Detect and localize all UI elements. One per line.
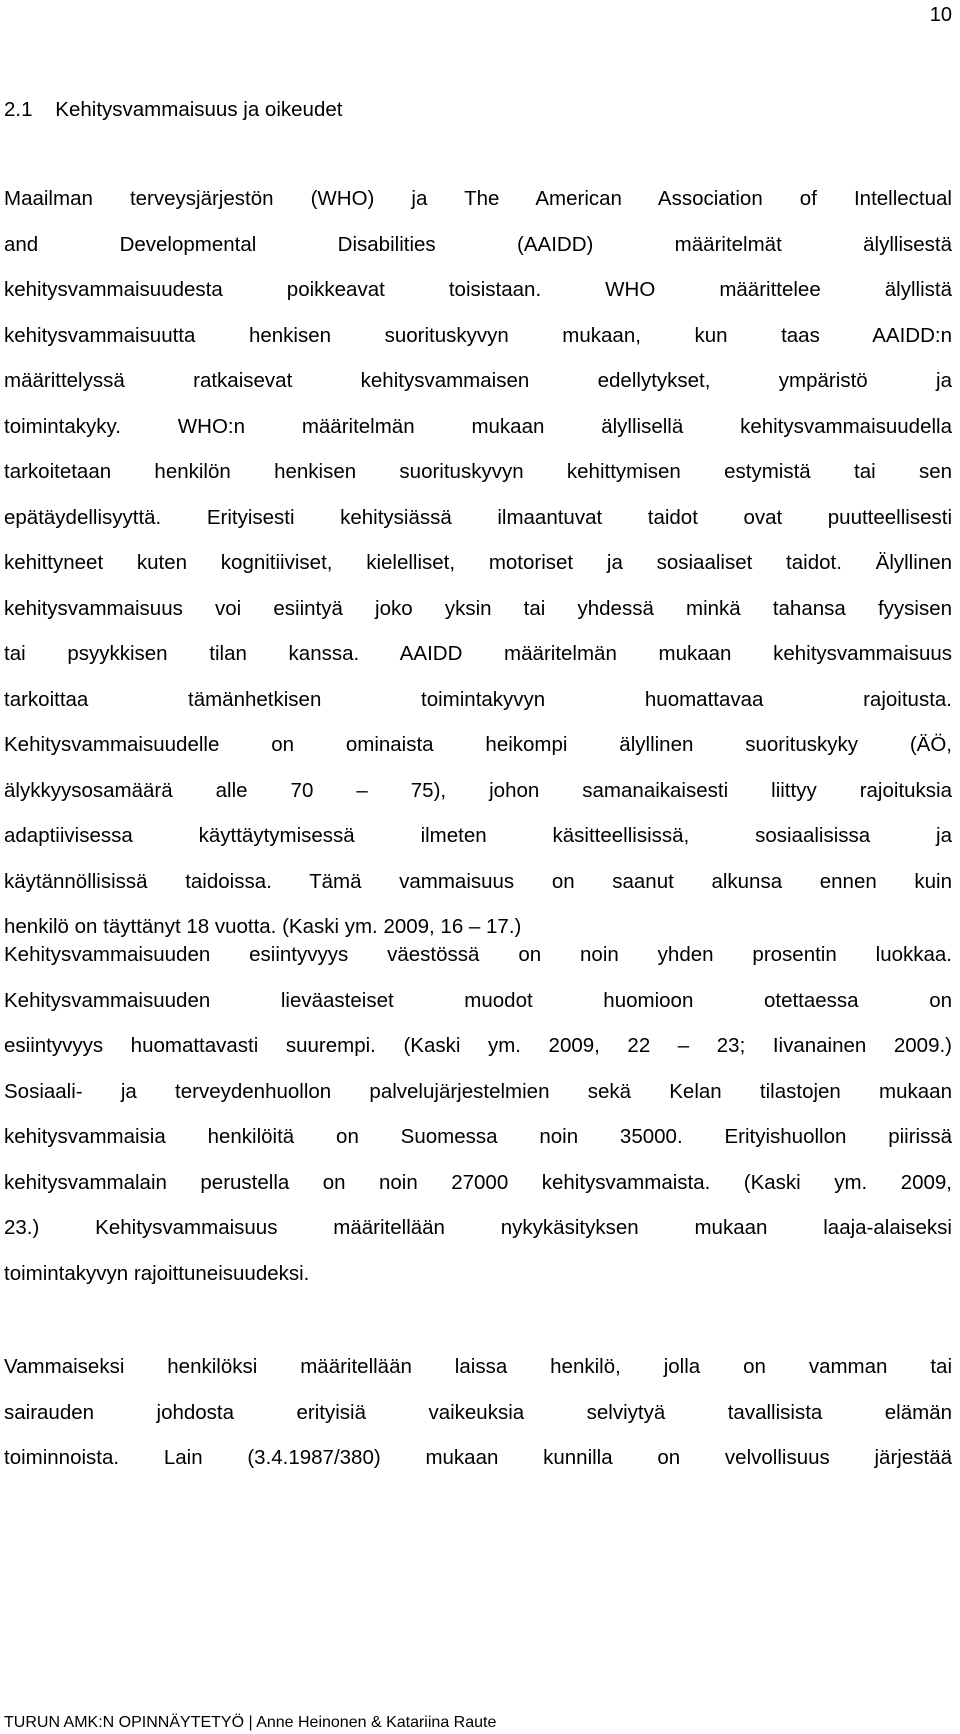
text-line: Sosiaali- ja terveydenhuollon palvelujärjestelmien sekä Kelan tilastojen mukaan — [4, 1079, 952, 1103]
page-number: 10 — [929, 4, 952, 26]
text-line: 23.) Kehitysvammaisuus määritellään nykykäsityksen mukaan laaja-alaiseksi — [4, 1216, 952, 1239]
section-title: Kehitysvammaisuus ja oikeudet — [55, 98, 343, 121]
text-line: esiintyvyys huomattavasti suurempi. (Kaski ym. 2009, 22 – 23; Iivanainen 2009.) — [4, 1034, 952, 1057]
text-line: kehitysvammalain perustella on noin 27000 kehitysvammaista. (Kaski ym. 2009, — [4, 1170, 952, 1194]
page-footer: TURUN AMK:N OPINNÄYTETYÖ | Anne Heinonen & Katariina Raute — [4, 1714, 497, 1731]
text-line: toiminnoista. Lain (3.4.1987/380) mukaan kunnilla on velvollisuus järjestää — [4, 1446, 952, 1469]
text-line: Kehitysvammaisuuden lieväasteiset muodot huomioon otettaessa on — [4, 988, 952, 1012]
paragraph-3 — [4, 1344, 952, 1481]
text-line: määrittelyssä ratkaisevat kehitysvammaisen edellytykset, ympäristö ja — [4, 369, 952, 392]
text-line: Vammaiseksi henkilöksi määritellään laissa henkilö, jolla on vamman tai — [4, 1355, 952, 1378]
section-number: 2.1 — [4, 98, 33, 121]
text-line: toimintakyvyn rajoittuneisuudeksi. — [4, 1261, 310, 1285]
text-line: älykkyysosamäärä alle 70 – 75), johon samanaikaisesti liittyy rajoituksia — [4, 778, 952, 802]
text-line: and Developmental Disabilities (AAIDD) määritelmät älyllisestä — [4, 232, 952, 256]
text-line: kehitysvammaisuus voi esiintyä joko yksin tai yhdessä minkä tahansa fyysisen — [4, 596, 952, 620]
text-line: sairauden johdosta erityisiä vaikeuksia selviytyä tavallisista elämän — [4, 1400, 952, 1424]
text-line: tarkoitetaan henkilön henkisen suorituskyvyn kehittymisen estymistä tai sen — [4, 460, 952, 483]
text-line: kehitysvammaisuutta henkisen suorituskyvyn mukaan, kun taas AAIDD:n — [4, 323, 952, 347]
text-line: epätäydellisyyttä. Erityisesti kehitysiässä ilmaantuvat taidot ovat puutteellisesti — [4, 505, 952, 529]
text-line: Kehitysvammaisuuden esiintyvyys väestössä on noin yhden prosentin luokkaa. — [4, 943, 952, 966]
text-line: käytännöllisissä taidoissa. Tämä vammaisuus on saanut alkunsa ennen kuin — [4, 869, 952, 893]
text-line: Maailman terveysjärjestön (WHO) ja The American Association of Intellectual — [4, 187, 952, 210]
paragraph-2 — [4, 932, 952, 1296]
text-line: tai psyykkisen tilan kanssa. AAIDD määritelmän mukaan kehitysvammaisuus — [4, 642, 952, 665]
section-heading — [4, 98, 342, 122]
text-line: Kehitysvammaisuudelle on ominaista heikompi älyllinen suorituskyky (ÄÖ, — [4, 733, 952, 756]
text-line: adaptiivisessa käyttäytymisessä ilmeten käsitteellisissä, sosiaalisissa ja — [4, 824, 952, 847]
paragraph-1 — [4, 176, 952, 950]
text-line: toimintakyky. WHO:n määritelmän mukaan älyllisellä kehitysvammaisuudella — [4, 414, 952, 438]
text-line: kehittyneet kuten kognitiiviset, kielelliset, motoriset ja sosiaaliset taidot. Älyllinen — [4, 551, 952, 574]
text-line: tarkoittaa tämänhetkisen toimintakyvyn huomattavaa rajoitusta. — [4, 687, 952, 711]
text-line: kehitysvammaisia henkilöitä on Suomessa noin 35000. Erityishuollon piirissä — [4, 1125, 952, 1148]
text-line: henkilö on täyttänyt 18 vuotta. (Kaski ym. 2009, 16 – 17.) — [4, 915, 522, 938]
text-line: kehitysvammaisuudesta poikkeavat toisistaan. WHO määrittelee älyllistä — [4, 278, 952, 301]
